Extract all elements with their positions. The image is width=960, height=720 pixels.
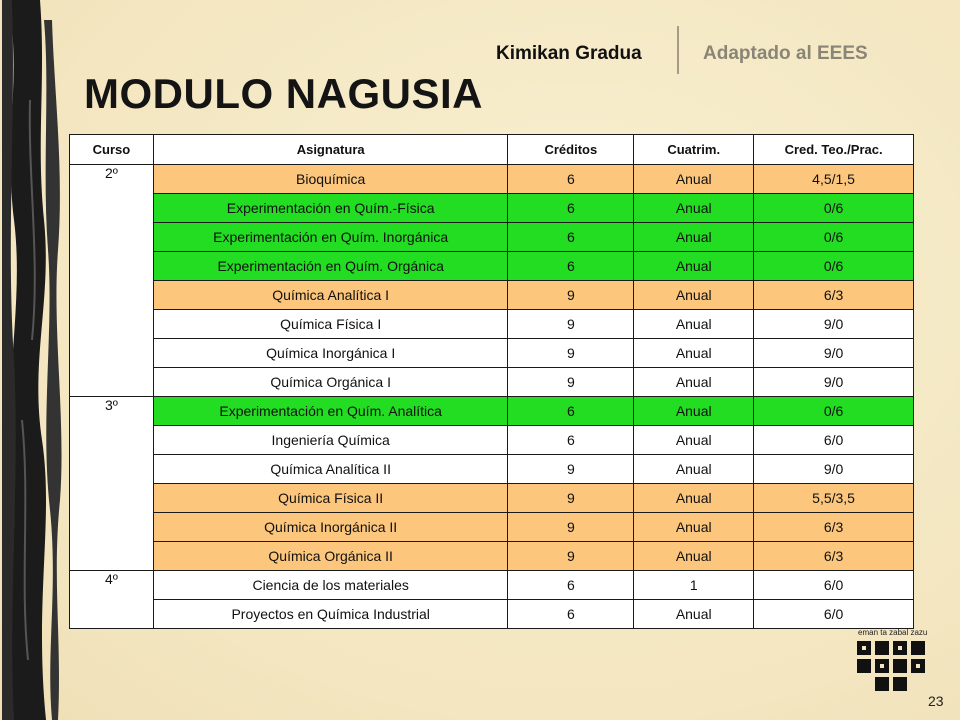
asignatura-cell: Proyectos en Química Industrial (153, 600, 508, 629)
header-subtitle: Adaptado al EEES (703, 43, 868, 64)
table-row (70, 600, 914, 629)
cuatrim-cell: Anual (634, 600, 754, 629)
cuatrim-cell: Anual (634, 455, 754, 484)
cred-teo-prac-cell: 0/6 (754, 194, 914, 223)
cred-teo-prac-cell: 9/0 (754, 339, 914, 368)
asignatura-cell: Experimentación en Quím. Analítica (153, 397, 508, 426)
cuatrim-cell: Anual (634, 426, 754, 455)
header-divider (677, 26, 679, 74)
table-row (70, 339, 914, 368)
cred-teo-prac-cell: 9/0 (754, 455, 914, 484)
cuatrim-cell: Anual (634, 484, 754, 513)
creditos-cell: 6 (508, 165, 634, 194)
slide-title: MODULO NAGUSIA (84, 70, 483, 117)
cuatrim-cell: Anual (634, 252, 754, 281)
creditos-cell: 9 (508, 455, 634, 484)
table-row (70, 542, 914, 571)
cred-teo-prac-cell: 9/0 (754, 368, 914, 397)
courses-table (69, 134, 914, 629)
cuatrim-cell: 1 (634, 571, 754, 600)
cred-teo-prac-cell: 0/6 (754, 223, 914, 252)
asignatura-cell: Química Inorgánica I (153, 339, 508, 368)
cred-teo-prac-cell: 6/0 (754, 426, 914, 455)
table-row (70, 397, 914, 426)
cuatrim-cell: Anual (634, 165, 754, 194)
column-header-cred-teo-prac: Cred. Teo./Prac. (754, 135, 914, 165)
creditos-cell: 9 (508, 513, 634, 542)
table-row (70, 223, 914, 252)
asignatura-cell: Química Orgánica I (153, 368, 508, 397)
creditos-cell: 6 (508, 571, 634, 600)
cuatrim-cell: Anual (634, 368, 754, 397)
creditos-cell: 6 (508, 223, 634, 252)
column-header-asignatura: Asignatura (153, 135, 508, 165)
table-row (70, 513, 914, 542)
cred-teo-prac-cell: 6/3 (754, 281, 914, 310)
cuatrim-cell: Anual (634, 223, 754, 252)
creditos-cell: 9 (508, 281, 634, 310)
logo-tagline: eman ta zabal zazu (858, 628, 928, 637)
cuatrim-cell: Anual (634, 281, 754, 310)
table-row (70, 165, 914, 194)
asignatura-cell: Experimentación en Quím. Inorgánica (153, 223, 508, 252)
university-emblem-icon (857, 641, 927, 693)
header-course-name: Kimikan Gradua (496, 43, 642, 64)
cred-teo-prac-cell: 4,5/1,5 (754, 165, 914, 194)
asignatura-cell: Química Analítica II (153, 455, 508, 484)
creditos-cell: 9 (508, 484, 634, 513)
curso-cell: 2º (70, 165, 154, 397)
page-number: 23 (928, 693, 944, 709)
table-row (70, 426, 914, 455)
asignatura-cell: Química Orgánica II (153, 542, 508, 571)
asignatura-cell: Química Inorgánica II (153, 513, 508, 542)
creditos-cell: 9 (508, 310, 634, 339)
table-row (70, 194, 914, 223)
table-row (70, 310, 914, 339)
cred-teo-prac-cell: 0/6 (754, 252, 914, 281)
creditos-cell: 6 (508, 194, 634, 223)
cuatrim-cell: Anual (634, 194, 754, 223)
asignatura-cell: Experimentación en Quím. Orgánica (153, 252, 508, 281)
cred-teo-prac-cell: 0/6 (754, 397, 914, 426)
creditos-cell: 6 (508, 426, 634, 455)
creditos-cell: 9 (508, 368, 634, 397)
table-header-row (70, 135, 914, 165)
cuatrim-cell: Anual (634, 542, 754, 571)
cred-teo-prac-cell: 6/3 (754, 513, 914, 542)
asignatura-cell: Ingeniería Química (153, 426, 508, 455)
table-row (70, 368, 914, 397)
cred-teo-prac-cell: 5,5/3,5 (754, 484, 914, 513)
cuatrim-cell: Anual (634, 310, 754, 339)
cuatrim-cell: Anual (634, 397, 754, 426)
table-row (70, 455, 914, 484)
column-header-curso: Curso (70, 135, 154, 165)
brush-stroke-decoration (0, 0, 80, 720)
creditos-cell: 9 (508, 542, 634, 571)
creditos-cell: 6 (508, 252, 634, 281)
creditos-cell: 6 (508, 397, 634, 426)
asignatura-cell: Química Analítica I (153, 281, 508, 310)
table-row (70, 252, 914, 281)
asignatura-cell: Experimentación en Quím.-Física (153, 194, 508, 223)
table-row (70, 571, 914, 600)
asignatura-cell: Ciencia de los materiales (153, 571, 508, 600)
cred-teo-prac-cell: 6/0 (754, 571, 914, 600)
column-header-creditos: Créditos (508, 135, 634, 165)
creditos-cell: 6 (508, 600, 634, 629)
creditos-cell: 9 (508, 339, 634, 368)
cuatrim-cell: Anual (634, 513, 754, 542)
column-header-cuatrim: Cuatrim. (634, 135, 754, 165)
asignatura-cell: Química Física II (153, 484, 508, 513)
cred-teo-prac-cell: 9/0 (754, 310, 914, 339)
curso-cell: 4º (70, 571, 154, 629)
curso-cell: 3º (70, 397, 154, 571)
asignatura-cell: Bioquímica (153, 165, 508, 194)
cred-teo-prac-cell: 6/3 (754, 542, 914, 571)
cuatrim-cell: Anual (634, 339, 754, 368)
cred-teo-prac-cell: 6/0 (754, 600, 914, 629)
table-row (70, 281, 914, 310)
table-row (70, 484, 914, 513)
asignatura-cell: Química Física I (153, 310, 508, 339)
